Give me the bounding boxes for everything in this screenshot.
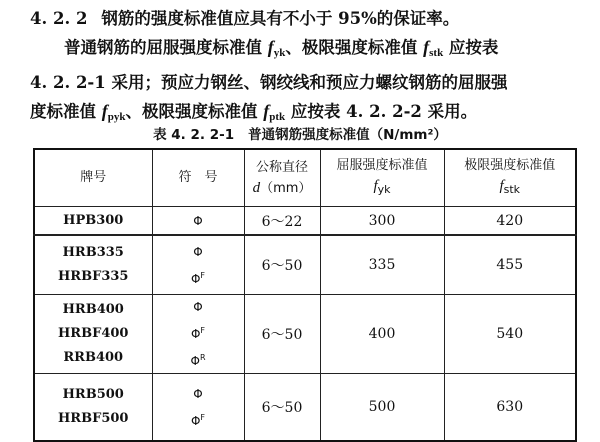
header-diameter-unit: （mm） <box>260 180 312 196</box>
table-header-row <box>34 149 576 207</box>
clause-line-3: 4. 2. 2-1 采用；预应力钢丝、钢绞线和预应力螺纹钢筋的屈服强 <box>30 73 508 92</box>
cell-brand <box>34 207 152 236</box>
header-diameter-unit-line <box>245 178 320 199</box>
symbol-fyk <box>268 37 286 57</box>
brand-name: HRBF500 <box>58 411 129 426</box>
text-fragment: 普通钢筋的屈服强度标准值 <box>64 38 268 57</box>
header-ultimate <box>444 149 576 207</box>
header-diameter-var: d <box>252 179 261 196</box>
table-row <box>34 295 576 374</box>
grade-symbol-superscript: F <box>200 270 206 280</box>
symbol-fstk <box>423 37 443 57</box>
grade-symbol: $\Phi^F$ <box>190 270 206 286</box>
cell-diameter: 6～50 <box>244 235 320 295</box>
brand-name: RRB400 <box>63 350 124 365</box>
cell-ultimate: 455 <box>444 235 576 295</box>
table-row <box>34 207 576 236</box>
cell-diameter: 6～50 <box>244 374 320 442</box>
header-yield <box>320 149 444 207</box>
header-diameter <box>244 149 320 207</box>
cell-yield: 500 <box>320 374 444 442</box>
brand-name: HRBF335 <box>58 269 129 284</box>
symbol-subscript: ptk <box>269 111 286 123</box>
text-fragment: 应按表 <box>443 38 499 57</box>
symbol-letter: f <box>267 37 274 57</box>
cell-symbol <box>152 374 244 442</box>
symbol-subscript: stk <box>429 47 444 59</box>
grade-symbol-superscript: R <box>199 353 206 362</box>
symbol-letter: f <box>263 101 270 121</box>
text-fragment: 、极限强度标准值 <box>285 38 424 57</box>
cell-symbol <box>152 235 244 295</box>
header-diameter-label: 公称直径 <box>255 159 308 175</box>
brand-name: HRB400 <box>62 302 124 317</box>
header-ultimate-label: 极限强度标准值 <box>464 158 556 173</box>
symbol-subscript: yk <box>377 183 391 196</box>
header-symbol: 符 号 <box>152 149 244 207</box>
cell-ultimate: 540 <box>444 295 576 374</box>
brand-name: HPB300 <box>63 212 124 228</box>
cell-symbol <box>152 295 244 374</box>
cell-yield: 335 <box>320 235 444 295</box>
grade-symbol: $\Phi^R$ <box>190 353 206 368</box>
grade-symbol-superscript: F <box>200 412 206 422</box>
grade-symbol: Φ <box>193 213 203 228</box>
text-fragment: 应按表 4. 2. 2-2 采用。 <box>285 102 478 121</box>
cell-symbol <box>152 207 244 236</box>
brand-name: HRB335 <box>62 245 124 260</box>
text-fragment: 度标准值 <box>30 102 102 121</box>
cell-brand <box>34 374 152 442</box>
clause-heading: 钢筋的强度标准值应具有不小于 95%的保证率。 <box>101 9 460 28</box>
header-ultimate-symbol <box>445 176 576 200</box>
table-row <box>34 235 576 295</box>
table-caption-title: 普通钢筋强度标准值（N/mm²） <box>248 127 447 143</box>
symbol-subscript: pyk <box>107 111 126 123</box>
symbol-fptk <box>263 101 285 121</box>
brand-name: HRBF400 <box>58 326 129 341</box>
cell-diameter: 6～22 <box>244 207 320 236</box>
header-yield-symbol <box>321 176 444 200</box>
symbol-letter: f <box>423 37 430 57</box>
brand-name: HRB500 <box>62 387 124 402</box>
cell-yield: 300 <box>320 207 444 236</box>
clause-heading-line <box>30 4 590 33</box>
cell-yield: 400 <box>320 295 444 374</box>
symbol-subscript: yk <box>273 47 286 59</box>
grade-symbol: $\Phi^F$ <box>190 412 206 428</box>
grade-symbol: Φ <box>193 386 203 401</box>
table-row <box>34 374 576 442</box>
symbol-subscript: stk <box>503 183 521 196</box>
symbol-letter: f <box>101 101 108 121</box>
clause-text <box>30 4 590 132</box>
grade-symbol: Φ <box>193 300 203 314</box>
symbol-letter: f <box>499 178 504 194</box>
cell-brand <box>34 235 152 295</box>
header-yield-label: 屈服强度标准值 <box>336 158 428 173</box>
symbol-fpyk <box>102 101 126 121</box>
grade-symbol: Φ <box>193 244 203 259</box>
table-caption <box>0 123 600 143</box>
cell-ultimate: 630 <box>444 374 576 442</box>
text-fragment: 、极限强度标准值 <box>125 102 264 121</box>
clause-number: 4. 2. 2 <box>30 9 88 28</box>
cell-diameter: 6～50 <box>244 295 320 374</box>
symbol-letter: f <box>373 178 378 194</box>
grade-symbol-superscript: F <box>200 326 206 335</box>
cell-brand <box>34 295 152 374</box>
grade-symbol: $\Phi^F$ <box>190 326 206 341</box>
table-caption-number: 表 4. 2. 2-1 <box>153 127 235 143</box>
rebar-strength-table <box>33 148 577 442</box>
cell-ultimate: 420 <box>444 207 576 236</box>
header-brand: 牌号 <box>34 149 152 207</box>
clause-line-2 <box>30 33 590 68</box>
